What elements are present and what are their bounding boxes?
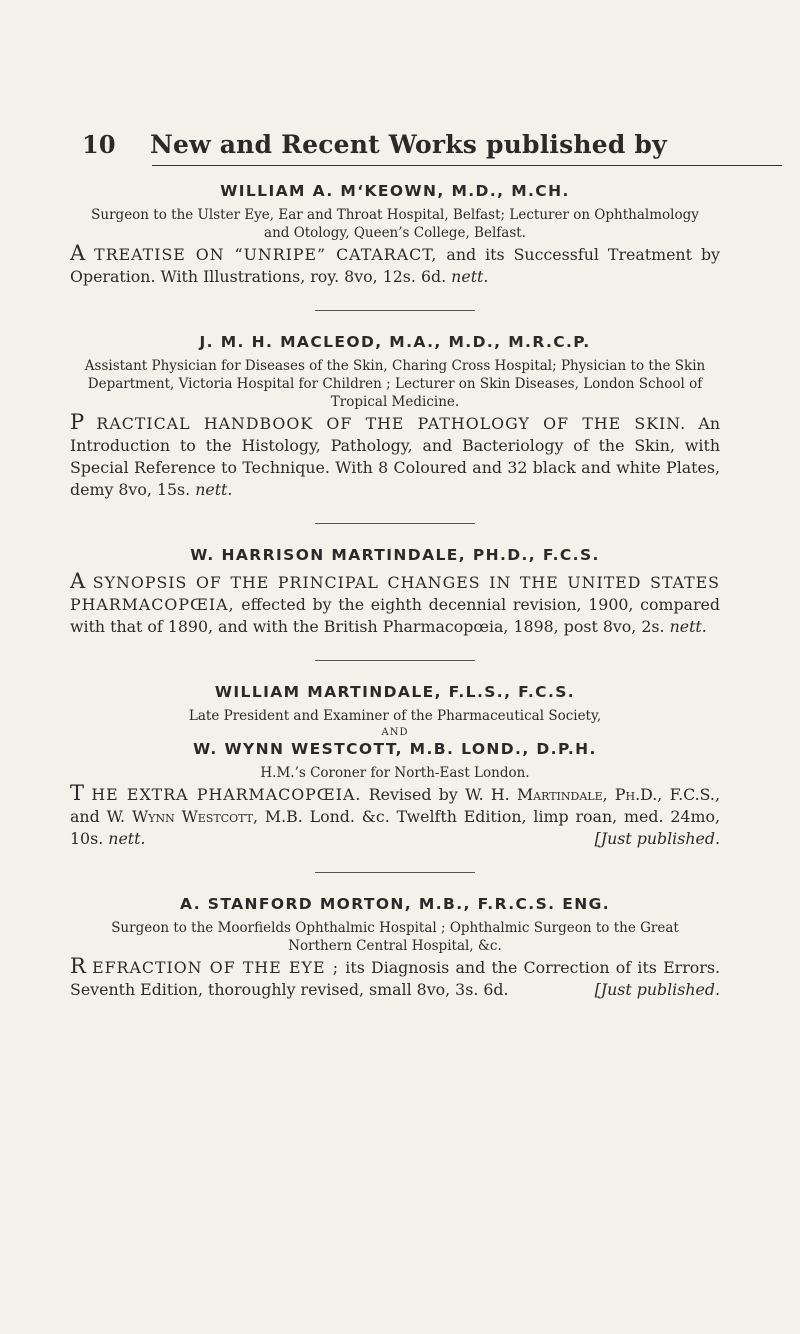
author-name: W. HARRISON MARTINDALE, PH.D., F.C.S. [190, 546, 600, 564]
author-name: J. M. H. MACLEOD, M.A., M.D., M.R.C.P. [199, 333, 591, 351]
section-divider [315, 660, 475, 661]
section-divider [315, 523, 475, 524]
running-header [70, 130, 720, 159]
book-title: EFRACTION OF THE EYE ; [92, 958, 340, 977]
book-description [70, 241, 720, 288]
author-name: A. STANFORD MORTON, M.B., F.R.C.S. ENG. [180, 895, 610, 913]
drop-cap: R [70, 954, 86, 978]
author-description: Assistant Physician for Diseases of the Skin, Charing Cross Hospital; Physician to the Skin Department, Victoria Hospital for Children ; Lecturer on Skin Diseases, London School of Tropical Medicine. [84, 358, 706, 410]
coauthor-description: H.M.’s Coroner for North-East London. [260, 765, 530, 781]
book-title: SYNOPSIS OF THE PRINCIPAL CHANGES IN THE UNITED STATES PHARMACOPŒIA, [70, 573, 720, 614]
editor-name: Martindale, Ph.D., [517, 785, 663, 804]
drop-cap: A [70, 241, 86, 265]
coauthor-name: W. WYNN WESTCOTT, M.B. LOND., D.P.H. [193, 740, 597, 758]
and-separator: AND [381, 727, 409, 738]
author-description: Late President and Examiner of the Pharmaceutical Society, [188, 708, 602, 724]
book-details: An Introduction to the Histology, Pathology, and Bacteriology of the Skin, with Special Reference to Technique. With 8 Coloured and 32 black and white Plates, demy 8vo, 15s. [70, 414, 721, 499]
price-note: nett. [451, 267, 489, 286]
drop-cap: T [70, 781, 85, 805]
book-entry [70, 333, 720, 501]
drop-cap: P [70, 410, 85, 434]
publication-status: [Just published. [594, 829, 720, 848]
book-details: F.C.S., and W. [70, 785, 720, 826]
author-name: WILLIAM A. M‘KEOWN, M.D., M.CH. [220, 182, 570, 200]
book-entry [70, 182, 720, 288]
author-description: Surgeon to the Ulster Eye, Ear and Throat Hospital, Belfast; Lecturer on Ophthalmology and Otology, Queen’s College, Belfast. [91, 207, 699, 241]
editor-name: Wynn Westcott, [131, 807, 259, 826]
price-note: nett. [108, 829, 146, 848]
book-entry [70, 895, 720, 1001]
price-note: nett. [195, 480, 233, 499]
page-number: 10 [82, 130, 116, 159]
book-details: M.B. Lond. &c. Twelfth Edition, limp roan, med. 24mo, 10s. [70, 807, 720, 848]
book-title: RACTICAL HANDBOOK OF THE PATHOLOGY OF THE SKIN. [96, 414, 687, 433]
book-entry [70, 546, 720, 638]
book-title: HE EXTRA PHARMACOPŒIA. [91, 785, 362, 804]
publication-status: [Just published. [594, 980, 720, 999]
book-details: effected by the eighth decennial revision, 1900, compared with that of 1890, and with the British Pharmacopœia, 1898, post 8vo, 2s. [70, 595, 720, 636]
running-title: New and Recent Works published by [150, 130, 667, 159]
book-details: Revised by W. H. [368, 785, 510, 804]
drop-cap: A [70, 569, 86, 593]
book-details: its Diagnosis and the Correction of its Errors. Seventh Edition, thoroughly revised, small 8vo, 3s. 6d. [70, 958, 720, 999]
book-description [70, 781, 720, 850]
section-divider [315, 872, 475, 873]
book-description [70, 569, 720, 638]
header-rule [152, 165, 782, 166]
price-note: nett. [669, 617, 707, 636]
book-details: and its Successful Treatment by Operation. With Illustrations, roy. 8vo, 12s. 6d. [70, 245, 720, 286]
book-description [70, 410, 721, 501]
book-entry [70, 683, 720, 850]
author-name: WILLIAM MARTINDALE, F.L.S., F.C.S. [214, 683, 576, 701]
book-title: TREATISE ON “UNRIPE” CATARACT, [94, 245, 438, 264]
section-divider [315, 310, 475, 311]
author-description: Surgeon to the Moorfields Ophthalmic Hospital ; Ophthalmic Surgeon to the Great Northern Central Hospital, &c. [111, 920, 679, 954]
book-description [70, 954, 720, 1001]
